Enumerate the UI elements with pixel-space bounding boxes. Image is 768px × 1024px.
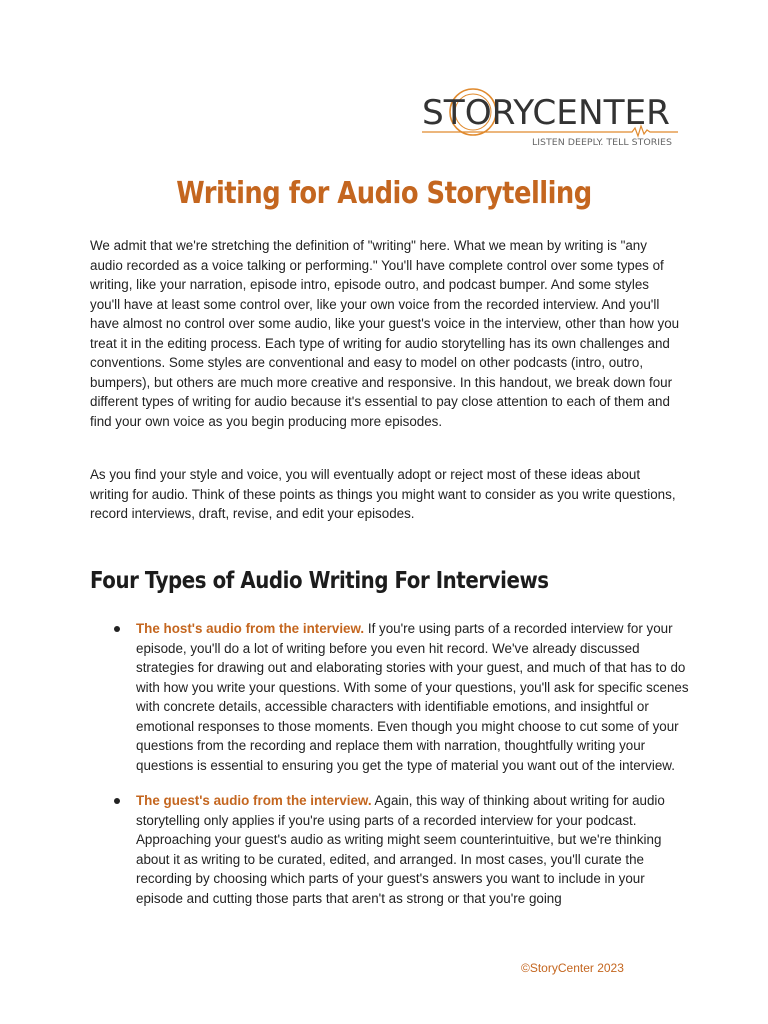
logo-wordmark: STORYCENTER xyxy=(422,93,670,133)
document-title: Writing for Audio Storytelling xyxy=(176,176,592,211)
intro-paragraph-2: As you find your style and voice, you will eventually adopt or reject most of these ideas about writing for audio. Think of these points as things you might want to consider as you write questions, record interviews, draft, revise, and edit your episodes. xyxy=(90,467,676,521)
bullet-text: Again, this way of thinking about writing for audio storytelling only applies if you're using parts of a recorded interview for your podcast. Approaching your guest's audio as writing might seem counterintuitive, but we're thinking about it as writing to be curated, edited, and arranged. In most cases, you'll curate the recording by choosing which parts of your guest's answers you want to include in your episode and cutting those parts that aren't as strong or that you're going xyxy=(136,793,665,906)
bullet-item-host-audio xyxy=(90,619,690,775)
bullet-dot-icon xyxy=(114,626,120,632)
intro-paragraph-1: We admit that we're stretching the definition of "writing" here. What we mean by writing is "any audio recorded as a voice talking or performing." You'll have complete control over some types of writing, like your narration, episode intro, episode outro, and podcast bumper. And some styles you'll have at least some control over, like your own voice from the recorded interview. And you'll have almost no control over some audio, like your guest's voice in the interview, other than how you treat it in the editing process. Each type of writing for audio storytelling has its own challenges and conventions. Some styles are conventional and easy to model on other podcasts (intro, outro, bumpers), but others are much more creative and responsive. In this handout, we break down four different types of writing for audio because it's essential to pay close attention to each of them and find your own voice as you begin producing more episodes. xyxy=(90,238,680,429)
bullet-list xyxy=(90,619,690,923)
bullet-lead: The host's audio from the interview. xyxy=(136,621,365,636)
bullet-dot-icon xyxy=(114,798,120,804)
bullet-text: If you're using parts of a recorded interview for your episode, you'll do a lot of writing before you even hit record. We've already discussed strategies for drawing out and elaborating stories with your guest, and much of that has to do with how you write your questions. With some of your questions, you'll ask for specific scenes with concrete details, accessible characters with identifiable emotions, and insightful or emotional responses to those moments. Even though you might choose to cut some of your questions from the recording and replace them with narration, thoughtfully writing your questions is essential to ensuring you get the type of material you want out of the interview. xyxy=(136,621,689,773)
copyright-footer: ©StoryCenter 2023 xyxy=(521,961,624,975)
storycenter-logo-graphic xyxy=(420,86,682,152)
bullet-item-guest-audio xyxy=(90,791,690,907)
section-heading: Four Types of Audio Writing For Interviews xyxy=(90,568,549,594)
logo-tagline: LISTEN DEEPLY. TELL STORIES xyxy=(532,138,672,148)
bullet-lead: The guest's audio from the interview. xyxy=(136,793,372,808)
storycenter-logo xyxy=(420,86,682,152)
